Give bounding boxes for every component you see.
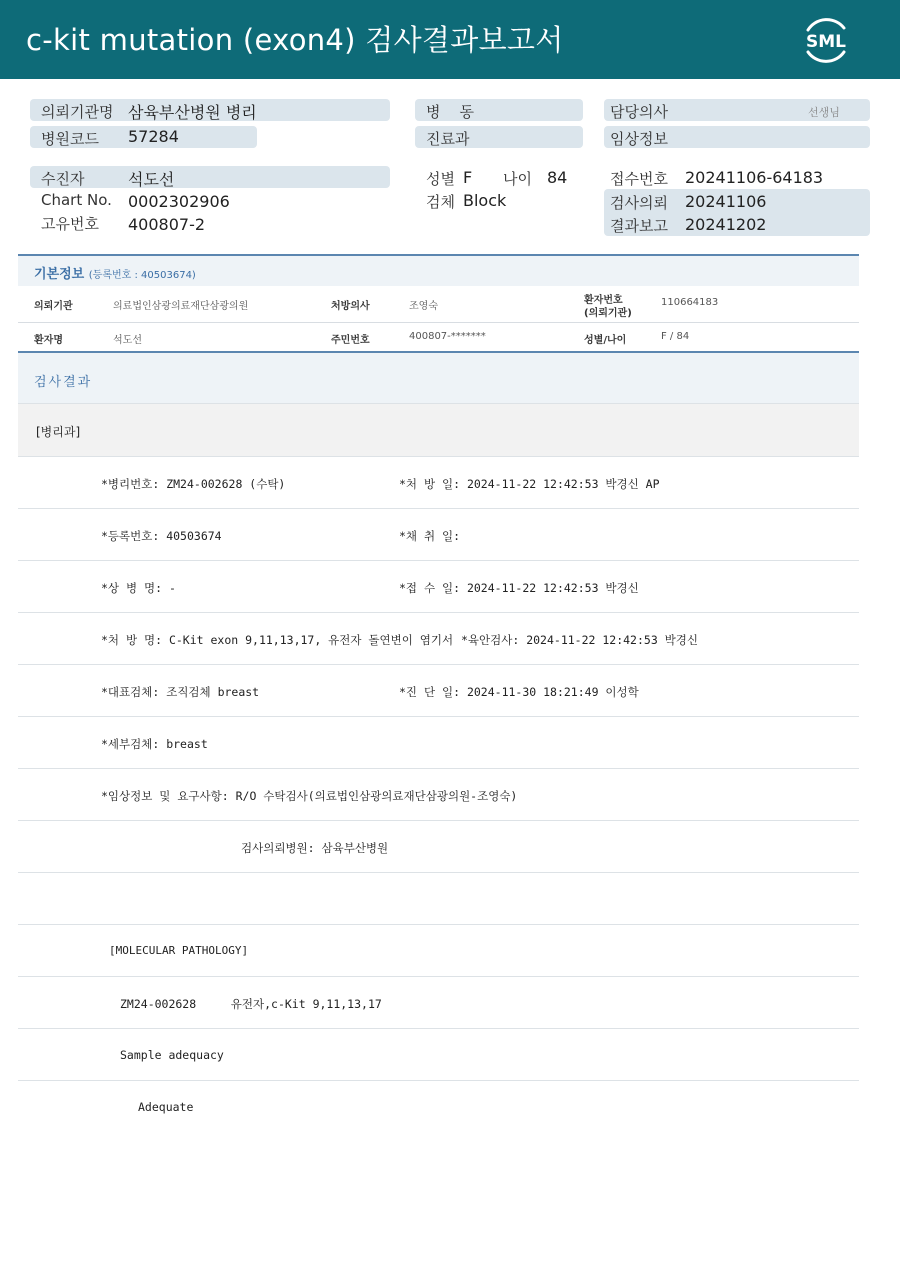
result-row [18,925,859,977]
report-header [0,0,900,79]
basic-patient-name-key: 환자명 [34,335,63,346]
clinical-label: 임상정보 [610,130,668,148]
unique-value: 400807-2 [128,215,206,234]
age-value: 84 [547,168,568,187]
basic-info-row-1 [18,286,859,323]
molecular-title: [MOLECULAR PATHOLOGY] [109,944,249,957]
result-row [18,509,859,561]
result-line-right: *처 방 일: 2024-11-22 12:42:53 박경신 AP [399,477,660,491]
patient-value: 석도선 [128,170,175,189]
result-header [18,351,859,404]
dept-label: [병리과] [36,425,81,439]
result-row [18,717,859,769]
logo-text: SML [806,32,846,52]
result-line-left: *상 병 명: - [101,581,176,595]
basic-sex-age-key: 성별/나이 [584,335,627,346]
institution-label: 의뢰기관명 [41,103,114,121]
basic-sex-age-value: F / 84 [661,331,690,342]
basic-doctor-key: 처방의사 [331,301,370,312]
result-line-right: *진 단 일: 2024-11-30 18:21:49 이성학 [399,685,639,699]
basic-institution-key: 의뢰기관 [34,301,73,312]
result-line-left: *세부검체: breast [101,737,208,751]
basic-institution-value: 의료법인삼광의료재단삼광의원 [113,301,249,312]
result-row [18,561,859,613]
hospital-code-label: 병원코드 [41,130,99,148]
report-label: 결과보고 [610,217,668,235]
result-line-left: *임상정보 및 요구사항: R/O 수탁검사(의료법인삼광의료재단삼광의원-조영숙) [101,789,518,803]
result-line-left: *병리번호: ZM24-002628 (수탁) [101,477,286,491]
specimen-value: Block [463,191,507,210]
result-title: 검사결과 [34,375,93,390]
result-row [18,821,859,873]
basic-doctor-value: 조영숙 [409,301,438,312]
basic-info-registration: (등록번호 : 40503674) [88,270,196,281]
result-line-left: *등록번호: 40503674 [101,529,222,543]
patient-label: 수진자 [41,170,85,188]
result-line-right: *접 수 일: 2024-11-22 12:42:53 박경신 [399,581,639,595]
report-value: 20241202 [685,215,767,234]
hospital-line: 검사의뢰병원: 삼육부산병원 [241,841,389,855]
hospital-code-value: 57284 [128,127,179,146]
result-row-empty [18,873,859,925]
report-title: c-kit mutation (exon4) 검사결과보고서 [26,23,564,57]
doctor-label: 담당의사 [610,103,668,121]
basic-info-title-text: 기본정보 [34,267,85,282]
ward-label: 병 동 [426,103,475,121]
molecular-line: ZM24-002628 유전자,c-Kit 9,11,13,17 [120,997,382,1011]
sex-label: 성별 [426,170,455,188]
request-value: 20241106 [685,192,767,211]
receipt-value: 20241106-64183 [685,168,824,187]
result-row [18,665,859,717]
result-row [18,1081,859,1133]
basic-patient-no-key: 환자번호 [584,295,623,306]
result-line-left: *처 방 명: C-Kit exon 9,11,13,17, 유전자 돌연변이 염기서 [101,633,454,647]
result-row [18,1029,859,1081]
dept-label: 진료과 [426,130,470,148]
basic-info-title [34,263,196,282]
result-row [18,769,859,821]
chart-value: 0002302906 [128,192,230,211]
basic-info-header [18,254,859,286]
dept-row [18,404,859,457]
basic-info-row-2 [18,323,859,351]
basic-resident-no-value: 400807-******* [409,331,486,342]
result-line-left: *대표검체: 조직검체 breast [101,685,260,699]
specimen-label: 검체 [426,193,455,211]
age-label: 나이 [503,170,532,188]
basic-patient-no-key-sub: (의뢰기관) [584,308,632,319]
adequacy-value: Adequate [138,1100,194,1114]
result-row [18,977,859,1029]
adequacy-label: Sample adequacy [120,1048,224,1062]
result-row [18,457,859,509]
basic-resident-no-key: 주민번호 [331,335,370,346]
doctor-suffix: 선생님 [808,106,840,119]
sml-logo-icon [798,12,854,68]
receipt-label: 접수번호 [610,170,668,188]
sex-value: F [463,168,473,187]
request-label: 검사의뢰 [610,194,668,212]
institution-value: 삼육부산병원 병리 [128,103,257,122]
unique-label: 고유번호 [41,215,99,233]
result-row [18,613,859,665]
basic-patient-name-value: 석도선 [113,335,142,346]
chart-label: Chart No. [41,191,112,209]
basic-patient-no-value: 110664183 [661,297,719,308]
result-line-right: *채 취 일: [399,529,461,543]
result-line-right: *육안검사: 2024-11-22 12:42:53 박경신 [461,633,699,647]
